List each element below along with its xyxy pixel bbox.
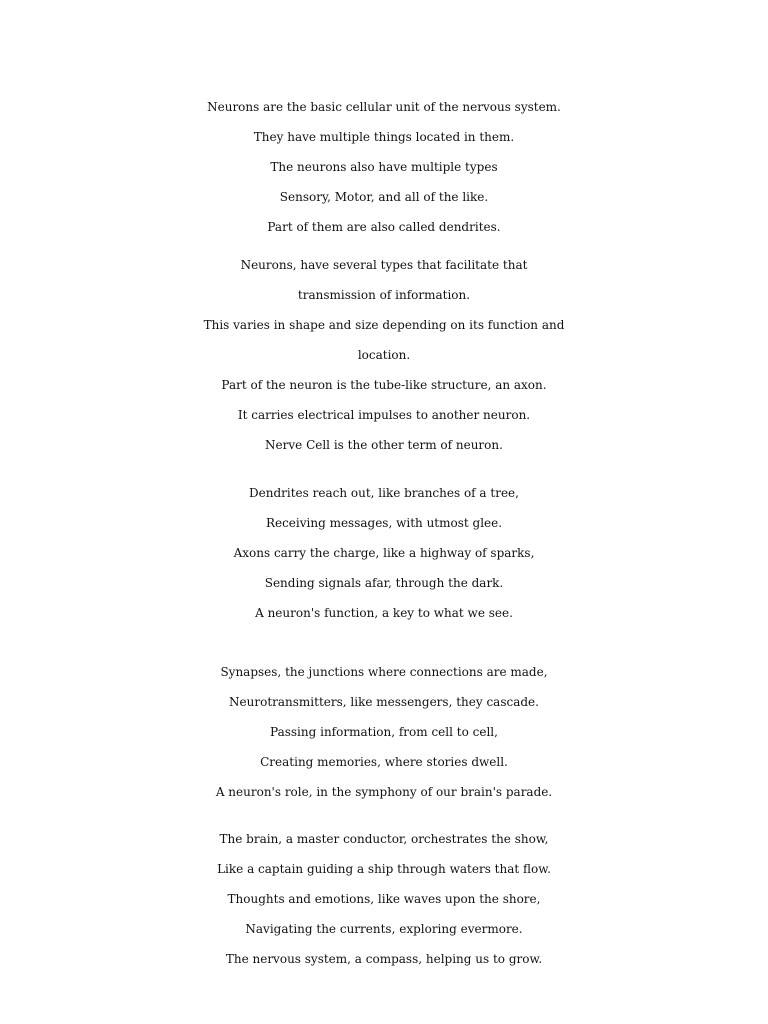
stanza-dendrites-axons (0, 478, 768, 628)
text-line: Dendrites reach out, like branches of a tree, (249, 486, 519, 500)
text-line: Neurons, have several types that facilitate that (240, 258, 528, 272)
text-line: The nervous system, a compass, helping us to grow. (225, 952, 543, 966)
stanza-synapses (0, 657, 768, 807)
text-line: Sensory, Motor, and all of the like. (279, 190, 489, 204)
text-line: Axons carry the charge, like a highway of sparks, (233, 546, 535, 560)
text-line: Nerve Cell is the other term of neuron. (265, 438, 503, 452)
text-line: Passing information, from cell to cell, (270, 725, 498, 739)
text-line: location. (357, 348, 411, 362)
text-line: Thoughts and emotions, like waves upon the shore, (227, 892, 541, 906)
text-line: Synapses, the junctions where connections are made, (220, 665, 548, 679)
text-line: Neurotransmitters, like messengers, they cascade. (229, 695, 539, 709)
text-line: Neurons are the basic cellular unit of the nervous system. (207, 100, 561, 114)
text-line: The neurons also have multiple types (270, 160, 498, 174)
text-line: A neuron's role, in the symphony of our brain's parade. (215, 785, 553, 799)
text-line: They have multiple things located in them. (253, 130, 515, 144)
stanza-brain-conductor (0, 824, 768, 974)
stanza-neurons-basics (0, 92, 768, 242)
text-line: Like a captain guiding a ship through waters that flow. (217, 862, 551, 876)
text-line: Navigating the currents, exploring evermore. (245, 922, 523, 936)
text-line: Part of the neuron is the tube-like structure, an axon. (221, 378, 547, 392)
text-line: A neuron's function, a key to what we see. (255, 606, 513, 620)
text-line: This varies in shape and size depending on its function and (203, 318, 565, 332)
text-line: transmission of information. (297, 288, 471, 302)
text-line: Creating memories, where stories dwell. (260, 755, 508, 769)
text-line: The brain, a master conductor, orchestrates the show, (219, 832, 549, 846)
stanza-neuron-types (0, 250, 768, 460)
text-line: Receiving messages, with utmost glee. (265, 516, 503, 530)
text-line: Sending signals afar, through the dark. (264, 576, 504, 590)
text-line: It carries electrical impulses to another neuron. (237, 408, 531, 422)
text-line: Part of them are also called dendrites. (267, 220, 501, 234)
